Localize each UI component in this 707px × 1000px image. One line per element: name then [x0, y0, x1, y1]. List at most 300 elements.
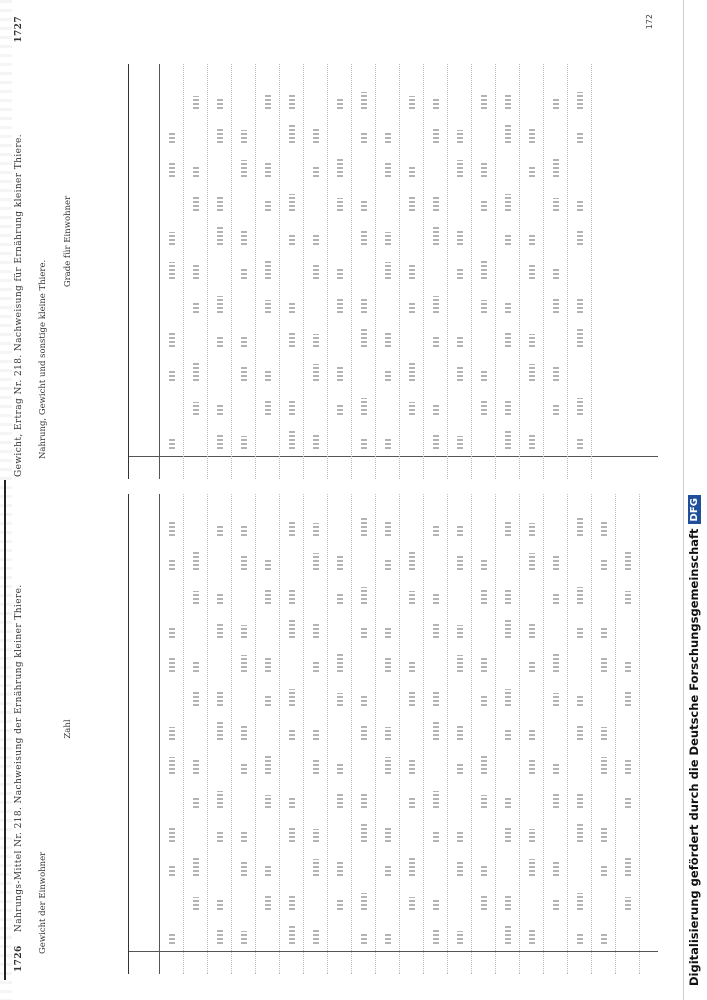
cell-print-mark	[601, 757, 607, 774]
cell-print-mark	[217, 404, 223, 415]
cell-print-mark	[289, 896, 295, 910]
left-table-heading: Zahl	[63, 719, 73, 739]
cell-print-mark	[577, 200, 583, 211]
cell-print-mark	[313, 334, 319, 347]
cell-print-mark	[289, 521, 295, 536]
cell-print-mark	[529, 265, 535, 279]
cell-print-mark	[457, 556, 463, 570]
cell-print-mark	[601, 727, 607, 740]
cell-print-mark	[457, 931, 463, 944]
table-row	[329, 494, 352, 974]
cell-print-mark	[241, 724, 247, 740]
table-row	[305, 64, 328, 479]
cell-print-mark	[313, 166, 319, 177]
cell-print-mark	[313, 760, 319, 774]
cell-print-mark	[337, 654, 343, 672]
cell-print-mark	[505, 827, 511, 842]
cell-print-mark	[313, 265, 319, 279]
cell-print-mark	[385, 439, 391, 449]
cell-print-mark	[529, 523, 535, 536]
cell-print-mark	[193, 798, 199, 808]
cell-print-mark	[481, 201, 487, 211]
cell-print-mark	[577, 299, 583, 313]
cell-print-mark	[169, 232, 175, 245]
cell-print-mark	[385, 865, 391, 876]
left-table	[128, 494, 658, 974]
cell-print-mark	[217, 692, 223, 706]
table-row	[449, 494, 472, 974]
cell-print-mark	[409, 195, 415, 211]
cell-print-mark	[361, 518, 367, 536]
cell-print-mark	[481, 399, 487, 415]
cell-print-mark	[433, 899, 439, 910]
table-row	[257, 64, 280, 479]
cell-print-mark	[337, 555, 343, 570]
cell-print-mark	[289, 590, 295, 604]
cell-print-mark	[337, 861, 343, 876]
table-row	[161, 64, 184, 479]
cell-print-mark	[601, 934, 607, 944]
cell-print-mark	[625, 552, 631, 570]
cell-print-mark	[217, 335, 223, 347]
cell-print-mark	[241, 556, 247, 570]
credit-strip	[683, 4, 705, 996]
cell-print-mark	[433, 197, 439, 211]
cell-print-mark	[457, 832, 463, 842]
cell-print-mark	[313, 730, 319, 740]
cell-print-mark	[481, 864, 487, 876]
cell-print-mark	[337, 366, 343, 381]
cell-print-mark	[505, 125, 511, 143]
cell-print-mark	[505, 896, 511, 910]
cell-print-mark	[433, 929, 439, 944]
cell-print-mark	[361, 398, 367, 415]
cell-print-mark	[361, 725, 367, 740]
cell-print-mark	[529, 334, 535, 347]
dfg-logo: DFG	[688, 495, 701, 524]
cell-print-mark	[457, 625, 463, 638]
cell-print-mark	[217, 128, 223, 143]
cell-print-mark	[217, 197, 223, 211]
table-row	[401, 494, 424, 974]
cell-print-mark	[385, 133, 391, 143]
cell-print-mark	[505, 431, 511, 449]
cell-print-mark	[577, 794, 583, 808]
cell-print-mark	[337, 762, 343, 774]
cell-print-mark	[577, 626, 583, 638]
cell-print-mark	[361, 587, 367, 604]
cell-print-mark	[361, 329, 367, 347]
cell-print-mark	[217, 227, 223, 245]
cell-print-mark	[169, 826, 175, 842]
cell-print-mark	[193, 96, 199, 109]
cell-print-mark	[289, 233, 295, 245]
cell-print-mark	[505, 797, 511, 808]
cell-print-mark	[433, 830, 439, 842]
cell-print-mark	[289, 95, 295, 109]
cell-print-mark	[385, 658, 391, 672]
right-running-head	[14, 16, 30, 477]
cell-print-mark	[193, 759, 199, 774]
cell-print-mark	[241, 130, 247, 143]
cell-print-mark	[577, 329, 583, 347]
cell-print-mark	[601, 658, 607, 672]
cell-print-mark	[385, 826, 391, 842]
cell-print-mark	[409, 402, 415, 415]
cell-print-mark	[169, 658, 175, 672]
cell-print-mark	[409, 660, 415, 672]
cell-print-mark	[385, 262, 391, 279]
cell-print-mark	[217, 791, 223, 808]
cell-print-mark	[577, 893, 583, 910]
cell-print-mark	[193, 660, 199, 672]
cell-print-mark	[529, 859, 535, 876]
cell-print-mark	[625, 798, 631, 808]
cell-print-mark	[577, 725, 583, 740]
table-row	[545, 494, 568, 974]
cell-print-mark	[457, 655, 463, 672]
table-row	[353, 64, 376, 479]
cell-print-mark	[289, 827, 295, 842]
cell-print-mark	[289, 797, 295, 808]
cell-print-mark	[481, 588, 487, 604]
cell-print-mark	[409, 897, 415, 910]
cell-print-mark	[265, 300, 271, 313]
cell-print-mark	[241, 337, 247, 347]
table-row	[161, 494, 184, 974]
cell-print-mark	[169, 133, 175, 143]
cell-print-mark	[457, 367, 463, 381]
cell-print-mark	[241, 268, 247, 279]
cell-print-mark	[169, 331, 175, 347]
cell-print-mark	[505, 926, 511, 944]
cell-print-mark	[457, 268, 463, 279]
cell-print-mark	[289, 728, 295, 740]
cell-print-mark	[601, 826, 607, 842]
cell-print-mark	[337, 297, 343, 313]
cell-print-mark	[505, 302, 511, 313]
right-table	[128, 64, 658, 479]
cell-print-mark	[457, 229, 463, 245]
cell-print-mark	[529, 760, 535, 774]
cell-print-mark	[313, 364, 319, 381]
table-row	[425, 494, 448, 974]
cell-print-mark	[193, 303, 199, 313]
cell-print-mark	[337, 594, 343, 604]
cell-print-mark	[433, 722, 439, 740]
right-page-number: 1727	[14, 16, 24, 43]
cell-print-mark	[337, 198, 343, 211]
table-row	[593, 494, 616, 974]
cell-print-mark	[361, 200, 367, 211]
cell-print-mark	[361, 932, 367, 944]
cell-print-mark	[241, 625, 247, 638]
cell-print-mark	[169, 934, 175, 944]
table-row	[329, 64, 352, 479]
cell-print-mark	[433, 128, 439, 143]
cell-print-mark	[553, 555, 559, 570]
table-row	[209, 64, 232, 479]
left-running-head	[14, 496, 30, 972]
cell-print-mark	[241, 160, 247, 177]
cell-print-mark	[553, 99, 559, 109]
cell-print-mark	[577, 587, 583, 604]
cell-print-mark	[241, 655, 247, 672]
table-row	[209, 494, 232, 974]
cell-print-mark	[241, 862, 247, 876]
cell-print-mark	[265, 696, 271, 706]
cell-print-mark	[529, 730, 535, 740]
table-row	[401, 64, 424, 479]
cell-print-mark	[361, 695, 367, 706]
cell-print-mark	[409, 798, 415, 808]
cell-print-mark	[217, 899, 223, 910]
cell-print-mark	[529, 127, 535, 143]
cell-print-mark	[553, 366, 559, 381]
cell-print-mark	[385, 370, 391, 381]
cell-print-mark	[289, 620, 295, 638]
table-row	[281, 494, 304, 974]
cell-print-mark	[601, 520, 607, 536]
cell-print-mark	[481, 369, 487, 381]
cell-print-mark	[169, 757, 175, 774]
cell-print-mark	[409, 552, 415, 570]
cell-print-mark	[433, 335, 439, 347]
cell-print-mark	[361, 794, 367, 808]
table-row	[353, 494, 376, 974]
cell-print-mark	[361, 893, 367, 910]
cell-print-mark	[409, 591, 415, 604]
cell-print-mark	[457, 862, 463, 876]
cell-print-mark	[529, 661, 535, 672]
left-head-text: Nahrungs-Mittel Nr. 218. Nachweisung der Ernährung kleiner Thiere.	[14, 584, 24, 933]
cell-print-mark	[481, 261, 487, 279]
table-row	[257, 494, 280, 974]
cell-print-mark	[409, 858, 415, 876]
cell-print-mark	[265, 261, 271, 279]
cell-print-mark	[169, 163, 175, 177]
cell-print-mark	[433, 296, 439, 313]
cell-print-mark	[409, 303, 415, 313]
cell-print-mark	[265, 399, 271, 415]
table-row	[617, 494, 640, 974]
table-row	[377, 64, 400, 479]
cell-print-mark	[265, 369, 271, 381]
left-header-rule	[159, 494, 160, 974]
cell-print-mark	[457, 337, 463, 347]
cell-print-mark	[241, 763, 247, 774]
cell-print-mark	[577, 932, 583, 944]
cell-print-mark	[457, 160, 463, 177]
cell-print-mark	[361, 299, 367, 313]
cell-print-mark	[337, 693, 343, 706]
cell-print-mark	[289, 689, 295, 706]
cell-print-mark	[217, 296, 223, 313]
cell-print-mark	[385, 727, 391, 740]
cell-print-mark	[385, 628, 391, 638]
cell-print-mark	[193, 591, 199, 604]
cell-print-mark	[529, 553, 535, 570]
cell-print-mark	[529, 235, 535, 245]
cell-print-mark	[265, 162, 271, 177]
cell-print-mark	[433, 623, 439, 638]
cell-print-mark	[529, 364, 535, 381]
cell-print-mark	[217, 929, 223, 944]
cell-print-mark	[433, 524, 439, 536]
cell-print-mark	[313, 622, 319, 638]
cell-print-mark	[265, 795, 271, 808]
cell-print-mark	[481, 93, 487, 109]
cell-print-mark	[409, 759, 415, 774]
cell-print-mark	[241, 229, 247, 245]
cell-print-mark	[505, 95, 511, 109]
cell-print-mark	[289, 332, 295, 347]
cell-print-mark	[241, 367, 247, 381]
cell-print-mark	[601, 865, 607, 876]
cell-print-mark	[457, 436, 463, 449]
left-page	[8, 484, 678, 984]
cell-print-mark	[313, 127, 319, 143]
cell-print-mark	[505, 590, 511, 604]
right-table-heading: Grade für Einwohner	[63, 195, 73, 288]
cell-print-mark	[385, 232, 391, 245]
cell-print-mark	[217, 830, 223, 842]
binding-edge	[4, 480, 6, 980]
cell-print-mark	[217, 434, 223, 449]
cell-print-mark	[529, 928, 535, 944]
cell-print-mark	[385, 559, 391, 570]
cell-print-mark	[505, 689, 511, 706]
right-header-rule	[159, 64, 160, 479]
cell-print-mark	[193, 165, 199, 177]
cell-print-mark	[409, 264, 415, 279]
cell-print-mark	[577, 824, 583, 842]
table-row	[569, 64, 592, 479]
cell-print-mark	[361, 230, 367, 245]
cell-print-mark	[265, 93, 271, 109]
cell-print-mark	[529, 622, 535, 638]
table-row	[473, 494, 496, 974]
cell-print-mark	[313, 235, 319, 245]
cell-print-mark	[169, 520, 175, 536]
cell-print-mark	[601, 559, 607, 570]
cell-print-mark	[313, 928, 319, 944]
cell-print-mark	[481, 162, 487, 177]
cell-print-mark	[193, 402, 199, 415]
table-row	[233, 494, 256, 974]
cell-print-mark	[553, 159, 559, 177]
table-row	[185, 64, 208, 479]
cell-print-mark	[577, 131, 583, 143]
cell-print-mark	[289, 431, 295, 449]
cell-print-mark	[361, 131, 367, 143]
cell-print-mark	[169, 727, 175, 740]
cell-print-mark	[553, 198, 559, 211]
cell-print-mark	[433, 404, 439, 415]
cell-print-mark	[505, 233, 511, 245]
cell-print-mark	[385, 934, 391, 944]
cell-print-mark	[217, 98, 223, 109]
cell-print-mark	[385, 331, 391, 347]
cell-print-mark	[265, 588, 271, 604]
cell-print-mark	[169, 628, 175, 638]
cell-print-mark	[361, 626, 367, 638]
cell-print-mark	[217, 593, 223, 604]
cell-print-mark	[289, 926, 295, 944]
cell-print-mark	[529, 166, 535, 177]
cell-print-mark	[433, 692, 439, 706]
cell-print-mark	[265, 201, 271, 211]
cell-print-mark	[505, 332, 511, 347]
cell-print-mark	[505, 401, 511, 415]
cell-print-mark	[169, 370, 175, 381]
cell-print-mark	[433, 593, 439, 604]
cell-print-mark	[577, 92, 583, 109]
cell-print-mark	[217, 722, 223, 740]
cell-print-mark	[361, 437, 367, 449]
cell-print-mark	[553, 267, 559, 279]
cell-print-mark	[265, 558, 271, 570]
cell-print-mark	[433, 98, 439, 109]
cell-print-mark	[625, 591, 631, 604]
table-row	[497, 64, 520, 479]
cell-print-mark	[289, 302, 295, 313]
cell-print-mark	[577, 230, 583, 245]
cell-print-mark	[625, 858, 631, 876]
cell-print-mark	[289, 125, 295, 143]
cell-print-mark	[457, 130, 463, 143]
cell-print-mark	[553, 900, 559, 910]
cell-print-mark	[169, 439, 175, 449]
cell-print-mark	[481, 657, 487, 672]
cell-print-mark	[409, 690, 415, 706]
cell-print-mark	[505, 521, 511, 536]
cell-print-mark	[433, 434, 439, 449]
left-page-number: 1726	[14, 945, 24, 972]
table-row	[233, 64, 256, 479]
cell-print-mark	[481, 300, 487, 313]
cell-print-mark	[433, 227, 439, 245]
cell-print-mark	[577, 695, 583, 706]
cell-print-mark	[193, 363, 199, 381]
table-row	[425, 64, 448, 479]
cell-print-mark	[385, 163, 391, 177]
cell-print-mark	[337, 267, 343, 279]
cell-print-mark	[241, 931, 247, 944]
cell-print-mark	[361, 92, 367, 109]
cell-print-mark	[505, 620, 511, 638]
cell-print-mark	[313, 433, 319, 449]
cell-print-mark	[433, 791, 439, 808]
cell-print-mark	[169, 559, 175, 570]
table-row	[185, 494, 208, 974]
table-row	[305, 494, 328, 974]
rotated-spread	[8, 4, 678, 984]
cell-print-mark	[313, 523, 319, 536]
credit-line	[683, 4, 705, 996]
cell-print-mark	[313, 859, 319, 876]
cell-print-mark	[625, 660, 631, 672]
cell-print-mark	[265, 864, 271, 876]
cell-print-mark	[553, 762, 559, 774]
cell-print-mark	[217, 623, 223, 638]
table-row	[497, 494, 520, 974]
cell-print-mark	[337, 792, 343, 808]
cell-print-mark	[409, 96, 415, 109]
cell-print-mark	[169, 262, 175, 279]
cell-print-mark	[337, 405, 343, 415]
cell-print-mark	[577, 398, 583, 415]
